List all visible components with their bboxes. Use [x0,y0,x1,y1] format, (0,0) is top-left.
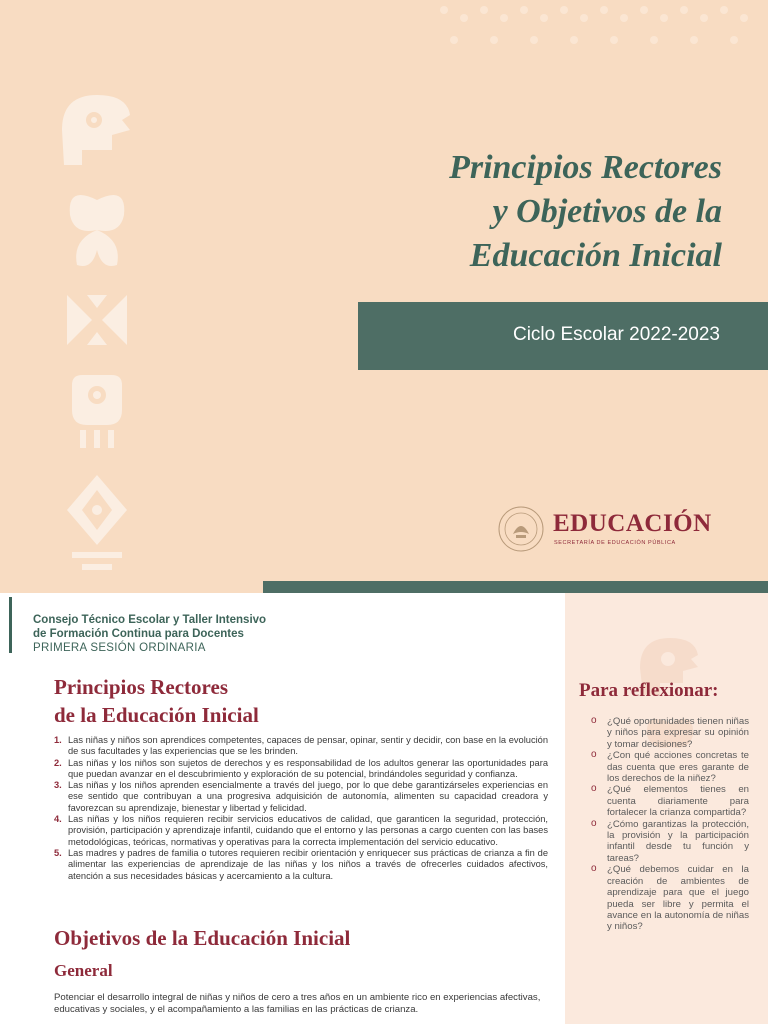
principles-title-line: Principios Rectores [54,675,228,699]
cover-title-line: Educación Inicial [469,237,722,274]
list-item [54,780,548,814]
school-cycle-text: Ciclo Escolar 2022-2023 [512,324,720,345]
item-text: Las niñas y los niños requieren recibir servicios educativos de calidad, que garanticen la seguridad, protección, provisión, participación y aprendizaje infantil, cuidando que el entorno y las personas a cargo cuenten con las bases metodológicas, teóricas, normativas y operativas para la correcta implementación del servicio educativo. [68,814,548,847]
item-text: Las madres y padres de familia o tutores requieren recibir orientación y enriquecer sus prácticas de crianza a fin de alimentar las experiencias de aprendizaje de las niñas y los niños a través de ofrecerles cuidados afectivos, atención a sus necesidades básicas y acercamiento a la cultura. [68,847,548,881]
principles-title [54,673,259,729]
dot-pattern-icon [430,0,768,70]
cover-title-line: y Objetivos de la [492,193,722,230]
item-number: 2. [54,757,62,768]
school-cycle-banner [358,302,768,370]
list-item [54,758,548,781]
sep-logo [498,506,728,556]
item-text: Las niñas y los niños son sujetos de derechos y es responsabilidad de los adultos generar las oportunidades para que puedan avanzar en el descubrimiento y exploración de su potencial, brindándoles seguridad y confianza. [68,757,548,779]
item-number: 3. [54,780,62,791]
seal-icon [498,506,544,552]
principles-list [54,735,548,882]
bullet-icon: o [591,783,597,795]
principles-title-line: de la Educación Inicial [54,703,259,727]
cover-title [302,146,722,278]
list-item [54,735,548,758]
bullet-icon: o [591,817,597,829]
list-item [591,819,749,865]
item-number: 1. [54,735,62,745]
cover-title-line: Principios Rectores [449,149,722,186]
objectives-title: Objetivos de la Educación Inicial [54,926,351,950]
list-item [591,716,749,750]
section-marker [0,593,20,655]
question-text: ¿Con qué acciones concretas te das cuenta que eres garante de los derechos de la niñez? [607,750,749,785]
council-line: de Formación Continua para Docentes [33,628,244,640]
bullet-icon: o [591,863,597,875]
session-label: PRIMERA SESIÓN ORDINARIA [33,642,206,654]
item-number: 5. [54,847,62,858]
general-title: General [54,961,113,980]
item-text: Las niñas y niños son aprendices competentes, capaces de pensar, opinar, sentir y decidir, con base en la evolución de sus facultades y las experiencias que se les brinden. [68,735,548,757]
bullet-icon: o [591,715,597,726]
question-text: ¿Qué oportunidades tienen niñas y niños para expresar su opinión y tomar decisiones? [607,716,749,750]
general-text: Potenciar el desarrollo integral de niñas y niños de cero a tres años en un ambiente rico en experiencias afectivas, educativas y sociales, y el acompañamiento a las familias en las prácticas de crianza. [54,992,541,1015]
reflect-title: Para reflexionar: [579,680,719,701]
list-item [54,814,548,848]
question-text: ¿Cómo garantizas la protección, la provisión y la participación infantil desde tu función y tareas? [607,818,749,864]
logo-word: EDUCACIÓN [553,510,712,537]
question-text: ¿Qué elementos tienes en cuenta diariamente para fortalecer la crianza compartida? [607,784,749,819]
question-text: ¿Qué debemos cuidar en la creación de ambientes de aprendizaje para que el juego pueda ser libre y permita el avance en la autonomía de niñas y niños? [607,864,749,933]
session-header [33,613,266,655]
list-item [591,750,749,784]
list-item [54,848,548,882]
reflection-questions [591,716,749,933]
item-number: 4. [54,814,62,825]
list-item [591,784,749,818]
reflection-sidebar [565,593,768,1024]
item-text: Las niñas y los niños aprenden esencialmente a través del juego, por lo que debe garantizárseles experiencias en ese sentido que contribuyan a una progresiva adquisición de autonomía, alimenten su capacidad creadora y favorezcan su aprendizaje, bienestar y libertad y felicidad. [68,780,548,813]
aztec-ornament-icon [52,90,142,580]
section-marker-bar [9,597,12,653]
list-item [591,864,749,932]
logo-subtitle: SECRETARÍA DE EDUCACIÓN PÚBLICA [554,540,676,546]
cover-bottom-band [263,581,768,593]
council-line: Consejo Técnico Escolar y Taller Intensivo [33,614,267,626]
bullet-icon: o [591,749,597,761]
